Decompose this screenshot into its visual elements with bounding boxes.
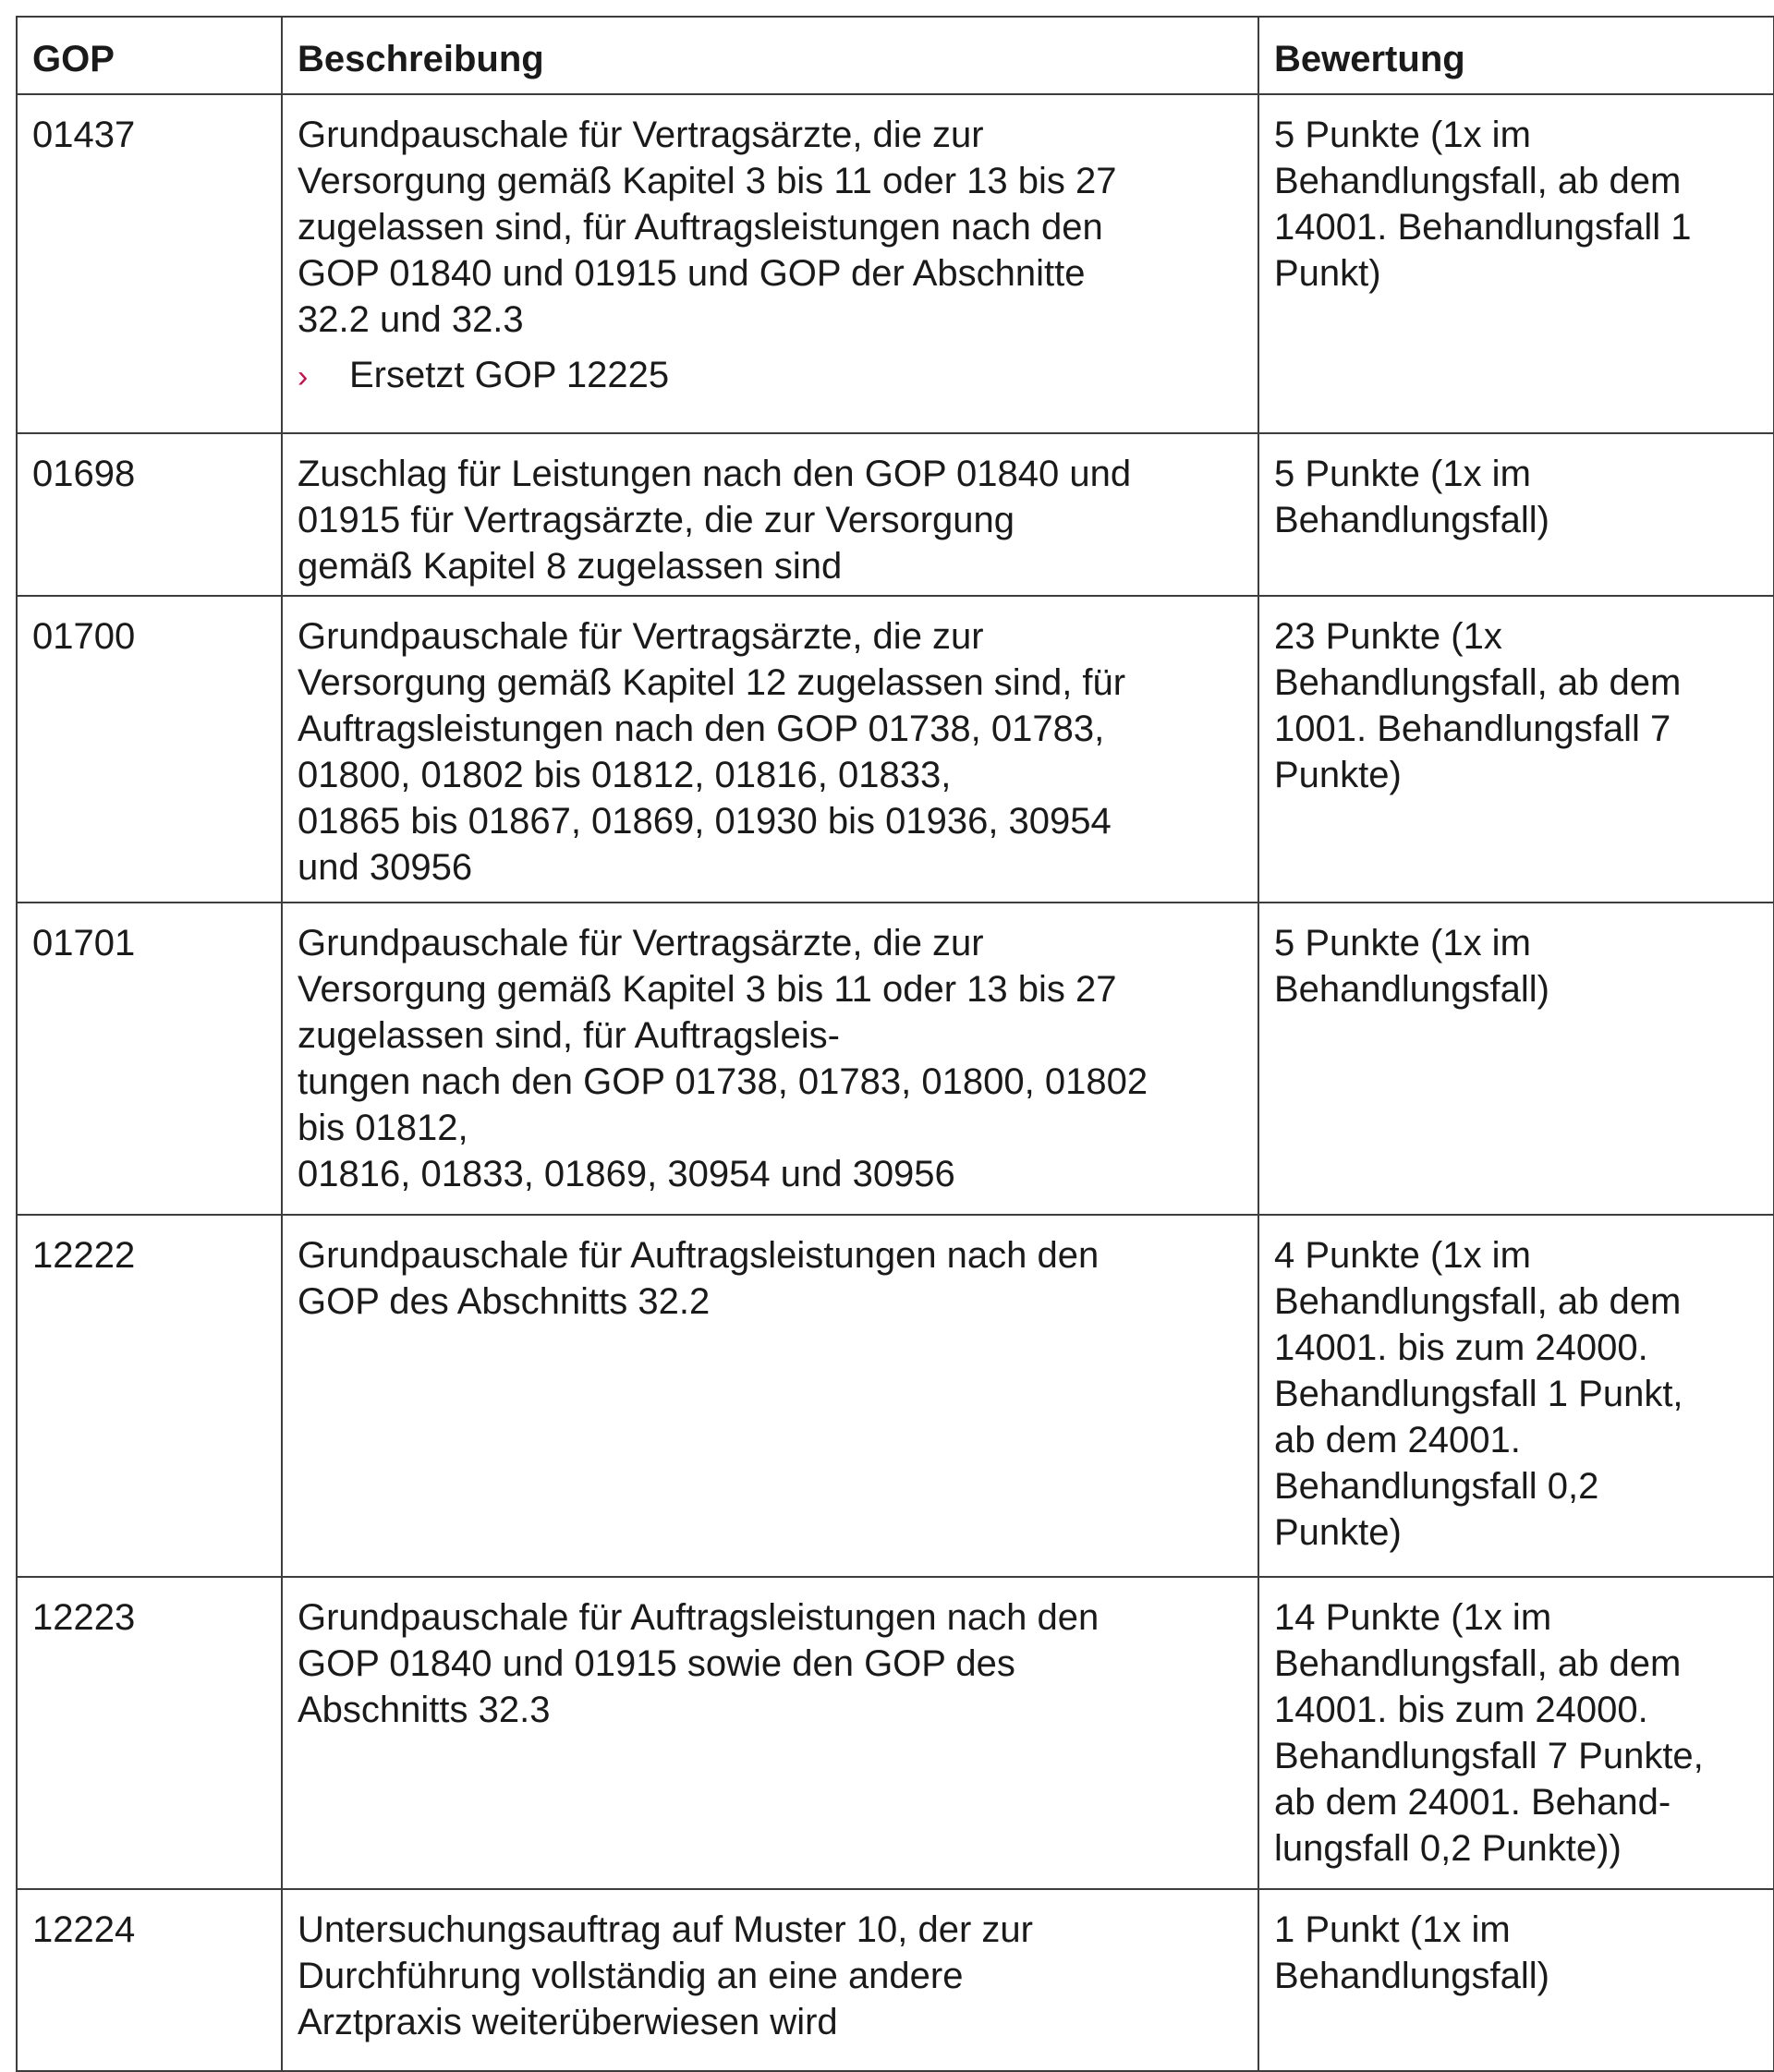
- header-description: Beschreibung: [282, 17, 1258, 94]
- description-line: GOP des Abschnitts 32.2: [298, 1281, 711, 1322]
- description-line: Grundpauschale für Vertragsärzte, die zur: [298, 923, 984, 963]
- description-line: Grundpauschale für Vertragsärzte, die zur: [298, 115, 984, 155]
- rating-line: 1 Punkt (1x im: [1274, 1909, 1511, 1950]
- rating-line: Punkt): [1274, 253, 1381, 294]
- description-line: Untersuchungsauftrag auf Muster 10, der zur: [298, 1909, 1033, 1950]
- rating-cell: [1258, 1577, 1774, 1889]
- gop-table: [16, 16, 1774, 2072]
- description-line: zugelassen sind, für Auftragsleis-: [298, 1015, 840, 1056]
- replacement-note: [298, 352, 1243, 400]
- gop-cell: 01437: [17, 94, 282, 433]
- rating-line: ab dem 24001. Behand-: [1274, 1782, 1671, 1823]
- table-row: [17, 94, 1774, 433]
- rating-line: Behandlungsfall 0,2: [1274, 1466, 1599, 1507]
- table-row: [17, 1215, 1774, 1577]
- rating-line: 14 Punkte (1x im: [1274, 1597, 1552, 1638]
- description-line: GOP 01840 und 01915 sowie den GOP des: [298, 1643, 1015, 1684]
- description-line: Versorgung gemäß Kapitel 3 bis 11 oder 13 bis 27: [298, 969, 1117, 1010]
- rating-line: Punkte): [1274, 755, 1402, 795]
- description-cell: [282, 903, 1258, 1215]
- rating-line: Behandlungsfall, ab dem: [1274, 1281, 1682, 1322]
- description-line: 01816, 01833, 01869, 30954 und 30956: [298, 1154, 955, 1194]
- description-cell: [282, 1215, 1258, 1577]
- description-line: zugelassen sind, für Auftragsleistungen nach den: [298, 207, 1103, 248]
- rating-line: 5 Punkte (1x im: [1274, 115, 1531, 155]
- description-line: und 30956: [298, 847, 473, 888]
- rating-cell: [1258, 1215, 1774, 1577]
- rating-line: 14001. Behandlungsfall 1: [1274, 207, 1692, 248]
- rating-line: Behandlungsfall 7 Punkte,: [1274, 1736, 1704, 1776]
- description-line: tungen nach den GOP 01738, 01783, 01800, 01802: [298, 1061, 1148, 1102]
- table-row: [17, 1577, 1774, 1889]
- rating-cell: [1258, 94, 1774, 433]
- description-cell: [282, 94, 1258, 433]
- description-line: Arztpraxis weiterüberwiesen wird: [298, 2002, 838, 2042]
- description-cell: [282, 1889, 1258, 2071]
- description-cell: [282, 596, 1258, 903]
- description-line: Versorgung gemäß Kapitel 3 bis 11 oder 13 bis 27: [298, 161, 1117, 201]
- gop-cell: 12224: [17, 1889, 282, 2071]
- table-row: [17, 1889, 1774, 2071]
- description-line: Grundpauschale für Vertragsärzte, die zur: [298, 616, 984, 657]
- rating-cell: [1258, 433, 1774, 596]
- rating-line: Behandlungsfall, ab dem: [1274, 1643, 1682, 1684]
- rating-line: 14001. bis zum 24000.: [1274, 1690, 1648, 1730]
- description-line: Abschnitts 32.3: [298, 1690, 551, 1730]
- table-row: [17, 596, 1774, 903]
- description-line: bis 01812,: [298, 1108, 468, 1148]
- description-line: Durchführung vollständig an eine andere: [298, 1956, 964, 1996]
- gop-cell: 01698: [17, 433, 282, 596]
- table-header-row: [17, 17, 1774, 94]
- description-cell: [282, 1577, 1258, 1889]
- rating-line: Punkte): [1274, 1512, 1402, 1553]
- gop-cell: 01700: [17, 596, 282, 903]
- description-line: 01915 für Vertragsärzte, die zur Versorgung: [298, 500, 1015, 540]
- description-line: 32.2 und 32.3: [298, 299, 524, 340]
- rating-cell: [1258, 1889, 1774, 2071]
- chevron-right-icon: ›: [298, 359, 309, 394]
- description-line: Auftragsleistungen nach den GOP 01738, 01783,: [298, 709, 1105, 749]
- rating-line: lungsfall 0,2 Punkte)): [1274, 1828, 1622, 1869]
- header-gop: GOP: [17, 17, 282, 94]
- description-line: GOP 01840 und 01915 und GOP der Abschnitte: [298, 253, 1086, 294]
- description-line: 01800, 01802 bis 01812, 01816, 01833,: [298, 755, 952, 795]
- gop-cell: 12222: [17, 1215, 282, 1577]
- rating-line: Behandlungsfall 1 Punkt,: [1274, 1374, 1683, 1414]
- replacement-note-text: Ersetzt GOP 12225: [349, 355, 670, 395]
- header-rating: Bewertung: [1258, 17, 1774, 94]
- description-line: Grundpauschale für Auftragsleistungen nach den: [298, 1597, 1100, 1638]
- rating-cell: [1258, 903, 1774, 1215]
- table-row: [17, 903, 1774, 1215]
- rating-line: 4 Punkte (1x im: [1274, 1235, 1531, 1276]
- gop-cell: 01701: [17, 903, 282, 1215]
- rating-line: 23 Punkte (1x: [1274, 616, 1502, 657]
- rating-line: Behandlungsfall): [1274, 1956, 1549, 1996]
- rating-line: 5 Punkte (1x im: [1274, 923, 1531, 963]
- description-line: Grundpauschale für Auftragsleistungen nach den: [298, 1235, 1100, 1276]
- description-cell: [282, 433, 1258, 596]
- rating-cell: [1258, 596, 1774, 903]
- rating-line: 14001. bis zum 24000.: [1274, 1327, 1648, 1368]
- rating-line: Behandlungsfall, ab dem: [1274, 161, 1682, 201]
- rating-line: Behandlungsfall, ab dem: [1274, 662, 1682, 703]
- description-line: Zuschlag für Leistungen nach den GOP 01840 und: [298, 454, 1132, 494]
- rating-line: ab dem 24001.: [1274, 1420, 1521, 1460]
- rating-line: Behandlungsfall): [1274, 969, 1549, 1010]
- rating-line: 1001. Behandlungsfall 7: [1274, 709, 1671, 749]
- gop-cell: 12223: [17, 1577, 282, 1889]
- table-row: [17, 433, 1774, 596]
- description-line: 01865 bis 01867, 01869, 01930 bis 01936, 30954: [298, 801, 1112, 842]
- rating-line: 5 Punkte (1x im: [1274, 454, 1531, 494]
- description-line: gemäß Kapitel 8 zugelassen sind: [298, 546, 843, 587]
- rating-line: Behandlungsfall): [1274, 500, 1549, 540]
- description-line: Versorgung gemäß Kapitel 12 zugelassen sind, für: [298, 662, 1126, 703]
